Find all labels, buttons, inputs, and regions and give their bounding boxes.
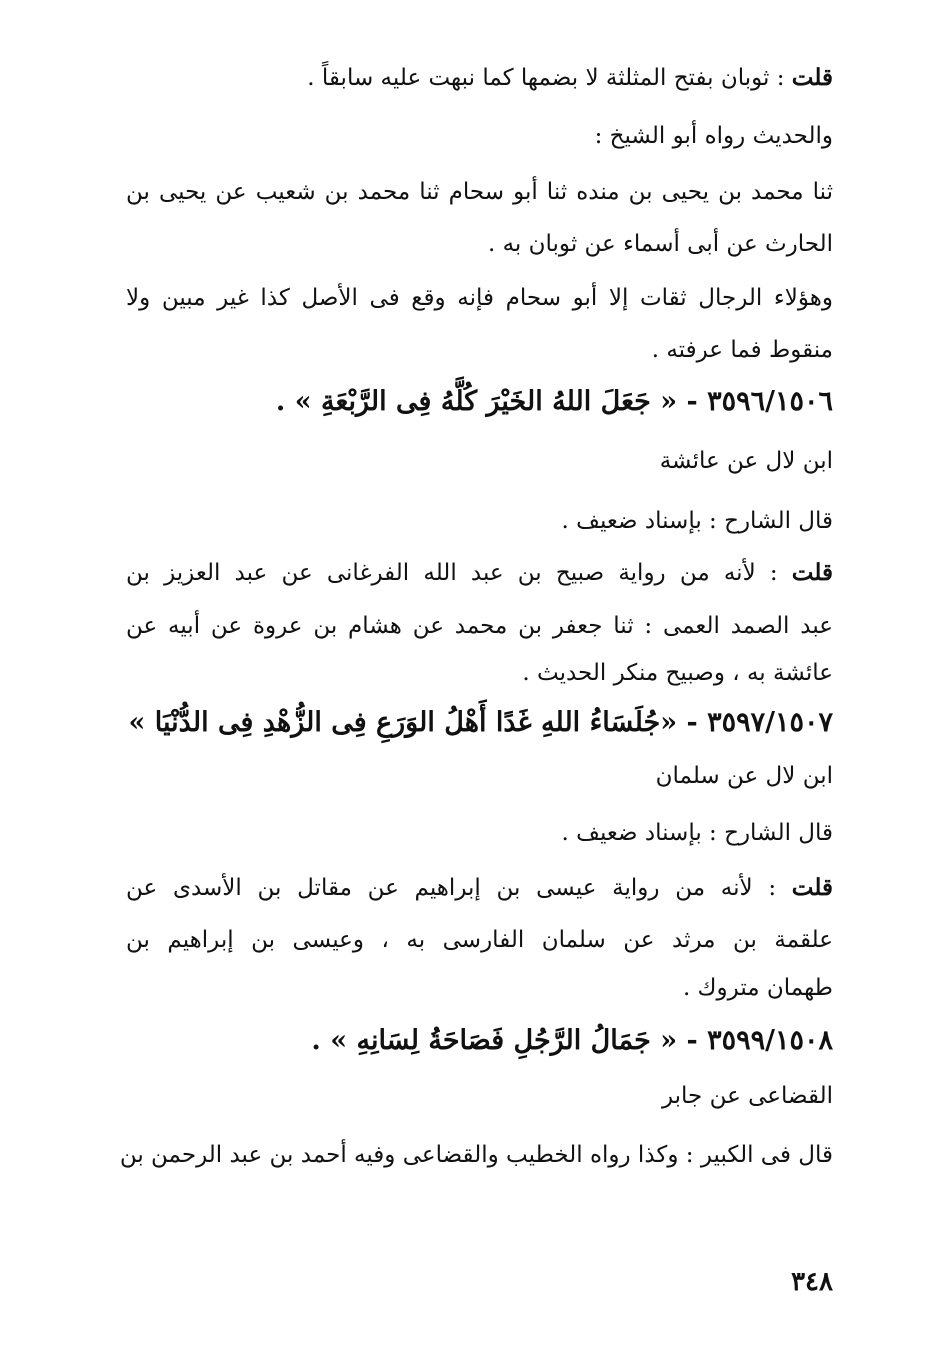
line-text: : لأنه من رواية صبيح بن عبد الله الفرغانى عن عبد العزيز بن — [126, 560, 792, 586]
line-text: علقمة بن مرثد عن سلمان الفارسى به ، وعيسى بن إبراهيم بن — [126, 927, 833, 953]
text-line-18 — [126, 968, 833, 1008]
hadith-source-3599 — [126, 1076, 833, 1116]
text-line-12 — [126, 653, 833, 693]
line-text: قال الشارح : بإسناد ضعيف . — [561, 508, 833, 534]
qult-label: قلت — [791, 874, 833, 901]
text-line-11 — [126, 606, 833, 646]
text-line-3 — [126, 172, 833, 212]
hadith-text: ٣٥٩٦/١٥٠٦ - « جَعَلَ اللهُ الخَيْرَ كُلَّهُ فِى الرَّبْعَةِ » . — [275, 386, 833, 417]
text-line-6 — [126, 330, 833, 370]
line-text: : لأنه من رواية عيسى بن إبراهيم عن مقاتل بن الأسدى عن — [126, 875, 792, 901]
line-text: عائشة به ، وصبيح منكر الحديث . — [522, 660, 833, 686]
hadith-heading-3596 — [126, 382, 833, 422]
line-text: القضاعى عن جابر — [661, 1083, 833, 1109]
line-text: الحارث عن أبى أسماء عن ثوبان به . — [487, 231, 833, 257]
hadith-text: ٣٥٩٧/١٥٠٧ - «جُلَسَاءُ اللهِ غَدًا أَهْلُ الوَرَعِ فِى الزُّهْدِ فِى الدُّنْيَا » — [128, 707, 833, 738]
text-line-16 — [126, 868, 833, 908]
page-number: ٣٤٨ — [791, 1267, 833, 1297]
line-text: عبد الصمد العمى : ثنا جعفر بن محمد عن هشام بن عروة عن أبيه عن — [126, 613, 833, 639]
qult-label: قلت — [791, 64, 833, 91]
text-line-5 — [126, 278, 833, 318]
text-line-10 — [126, 553, 833, 593]
line-text: ثنا محمد بن يحيى بن منده ثنا أبو سحام ثنا محمد بن شعيب عن يحيى بن — [126, 179, 833, 205]
text-line-1 — [126, 58, 833, 98]
hadith-source-3596 — [126, 441, 833, 481]
line-text: قال فى الكبير : وكذا رواه الخطيب والقضاعى وفيه أحمد بن عبد الرحمن بن — [119, 1142, 833, 1168]
hadith-heading-3597 — [126, 703, 833, 743]
hadith-heading-3599 — [126, 1021, 833, 1061]
line-text: وهؤلاء الرجال ثقات إلا أبو سحام فإنه وقع فى الأصل كذا غير مبين ولا — [126, 285, 833, 311]
text-line-4 — [126, 224, 833, 264]
hadith-source-3597 — [126, 756, 833, 796]
line-text: ابن لال عن سلمان — [655, 763, 833, 789]
text-line-17 — [126, 920, 833, 960]
line-text: والحديث رواه أبو الشيخ : — [594, 123, 833, 149]
line-text: قال الشارح : بإسناد ضعيف . — [561, 820, 833, 846]
line-text: : ثوبان بفتح المثلثة لا بضمها كما نبهت عليه سابقاً . — [307, 65, 792, 91]
hadith-text: ٣٥٩٩/١٥٠٨ - « جَمَالُ الرَّجُلِ فَصَاحَةُ لِسَانِهِ » . — [311, 1025, 833, 1056]
text-line-21 — [119, 1135, 833, 1175]
text-line-15 — [126, 813, 833, 853]
line-text: طهمان متروك . — [682, 975, 833, 1001]
text-line-9 — [126, 501, 833, 541]
line-text: منقوط فما عرفته . — [651, 337, 833, 363]
qult-label: قلت — [791, 559, 833, 586]
line-text: ابن لال عن عائشة — [659, 448, 833, 474]
text-line-2 — [126, 116, 833, 156]
